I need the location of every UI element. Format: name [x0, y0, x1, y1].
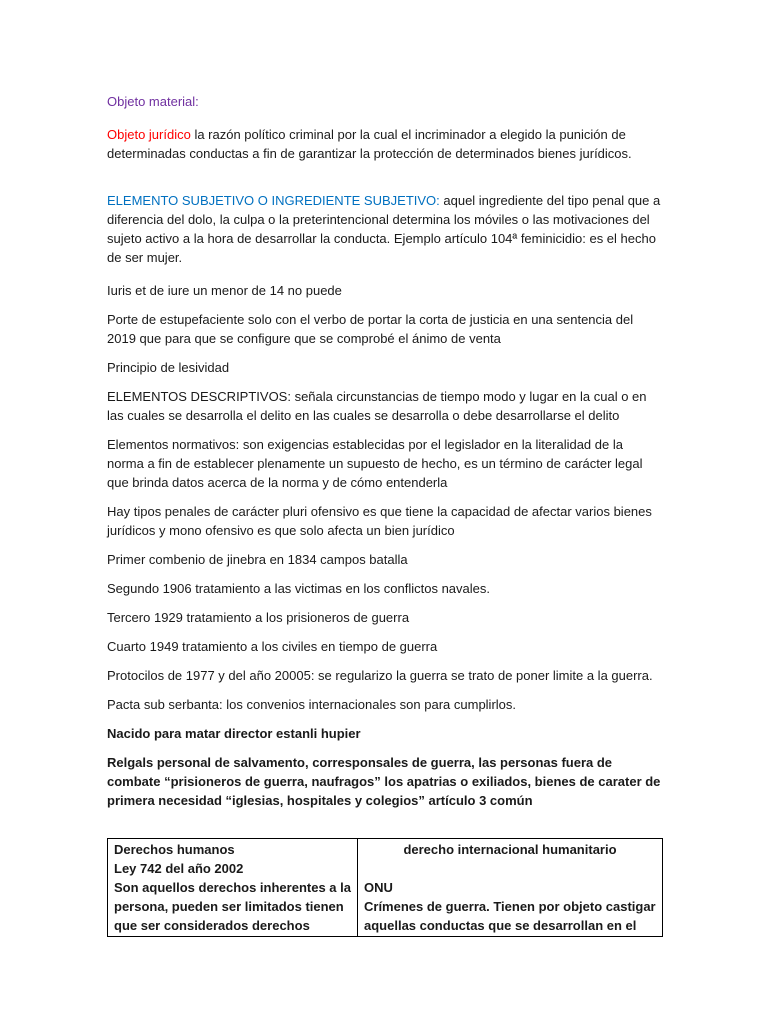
cell-body: Son aquellos derechos inherentes a la persona, pueden ser limitados tienen que ser considerados derechos	[114, 880, 351, 933]
paragraph-objeto-juridico	[107, 125, 663, 163]
paragraph: Elementos normativos: son exigencias establecidas por el legislador en la literalidad de la norma a fin de establecer plenamente un supuesto de hecho, es un término de carácter legal que brinda datos acerca de la norma y de cómo entenderla	[107, 437, 643, 490]
paragraph: ELEMENTOS DESCRIPTIVOS: señala circunstancias de tiempo modo y lugar en la cual o en las cuales se desarrolla el delito en las cuales se desarrolla o debe desarrollarse el delito	[107, 389, 647, 423]
paragraph-bold: Relgals personal de salvamento, corresponsales de guerra, las personas fuera de combate “prisioneros de guerra, naufragos” los apatrias o exiliados, bienes de carater de primera necesidad “iglesias, hospitales y colegios” artículo 3 común	[107, 755, 661, 808]
paragraph: Tercero 1929 tratamiento a los prisioneros de guerra	[107, 610, 410, 625]
paragraph: Pacta sub serbanta: los convenios internacionales son para cumplirlos.	[107, 697, 517, 712]
table-row	[108, 839, 663, 937]
paragraph: Hay tipos penales de carácter pluri ofensivo es que tiene la capacidad de afectar varios bienes jurídicos y mono ofensivo es que solo afecta un bien jurídico	[107, 504, 652, 538]
paragraph: Iuris et de iure un menor de 14 no puede	[107, 283, 342, 298]
paragraph-elemento-subjetivo	[107, 191, 663, 267]
label-elemento-subjetivo: ELEMENTO SUBJETIVO O INGREDIENTE SUBJETIVO:	[107, 193, 440, 208]
label-objeto-juridico: Objeto jurídico	[107, 127, 191, 142]
cell-spacer	[364, 859, 656, 878]
text-elemento-subjetivo: aquel ingrediente del tipo penal que a diferencia del dolo, la culpa o la preterintencional determina los móviles o las motivaciones del sujeto activo a la hora de desarrollar la conducta. Ejemplo artículo 104ª feminicidio: es el hecho de ser mujer.	[107, 193, 661, 265]
document-body	[107, 92, 663, 820]
cell-line: ONU	[364, 880, 393, 895]
paragraph: Protocilos de 1977 y del año 20005: se regularizo la guerra se trato de poner limite a la guerra.	[107, 668, 653, 683]
cell-body: Crímenes de guerra. Tienen por objeto castigar aquellas conductas que se desarrollan en el	[364, 899, 656, 933]
table-cell-derechos-humanos	[108, 839, 358, 937]
paragraph: Segundo 1906 tratamiento a las victimas en los conflictos navales.	[107, 581, 490, 596]
paragraph-bold: Nacido para matar director estanli hupier	[107, 726, 361, 741]
paragraph: Porte de estupefaciente solo con el verbo de portar la corta de justicia en una sentencia del 2019 que para que se configure que se comprobé el ánimo de venta	[107, 312, 634, 346]
paragraph: Primer combenio de jinebra en 1834 campos batalla	[107, 552, 408, 567]
paragraph: Principio de lesividad	[107, 360, 230, 375]
comparison-table	[107, 838, 663, 937]
heading-objeto-material: Objeto material:	[107, 94, 199, 109]
paragraph: Cuarto 1949 tratamiento a los civiles en tiempo de guerra	[107, 639, 438, 654]
text-objeto-juridico: la razón político criminal por la cual el incriminador a elegido la punición de determinadas conductas a fin de garantizar la protección de determinados bienes jurídicos.	[107, 127, 632, 161]
cell-title: Derechos humanos	[114, 842, 235, 857]
cell-title: derecho internacional humanitario	[403, 842, 617, 857]
table-cell-dih	[358, 839, 663, 937]
cell-line: Ley 742 del año 2002	[114, 861, 244, 876]
